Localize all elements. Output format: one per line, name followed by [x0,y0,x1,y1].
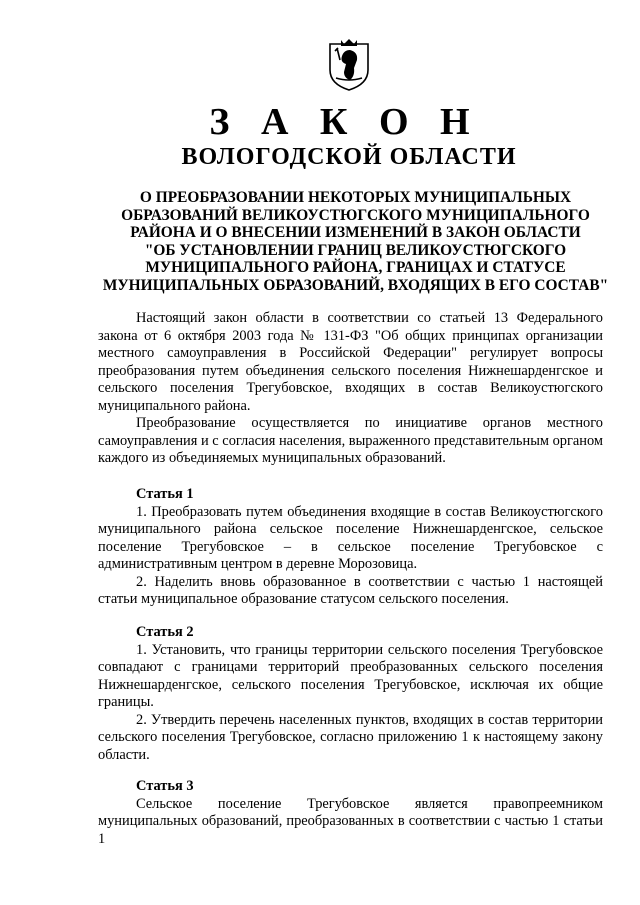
article-3 [98,778,603,848]
preamble-paragraph: Настоящий закон области в соответствии со статьей 13 Федерального закона от 6 октября 2003 года № 131-ФЗ "Об общих принципах организации местного самоуправления в Российской Федерации" регулирует вопросы преобразования путем объединения сельского поселения Нижнешарденгское и сельского поселения Трегубовское, входящих в состав Великоустюгского муниципального района. [98,310,603,414]
article-paragraph: 1. Преобразовать путем объединения входящие в состав Великоустюгского муниципального района сельское поселение Нижнешарденгское, сельское поселение Трегубовское – в сельское поселение Трегубовское с административным центром в деревне Морозовица. [98,503,603,572]
coat-of-arms-icon [328,38,370,92]
article-paragraph: 2. Наделить вновь образованное в соответствии с частью 1 настоящей статьи муниципальное образование статусом сельского поселения. [98,573,603,607]
article-paragraph: Сельское поселение Трегубовское является правопреемником муниципальных образований, преобразованных в соответствии с частью 1 статьи 1 [98,795,603,847]
article-2 [98,624,603,764]
region-title: ВОЛОГОДСКОЙ ОБЛАСТИ [181,144,517,170]
article-heading: Статья 1 [136,486,194,502]
article-paragraph: 2. Утвердить перечень населенных пунктов, входящих в состав территории сельского поселения Трегубовское, согласно приложению 1 к настоящему закону области. [98,711,603,763]
law-title: З А К О Н [209,101,481,143]
article-heading: Статья 2 [136,624,194,640]
preamble [98,310,603,468]
preamble-paragraph: Преобразование осуществляется по инициативе органов местного самоуправления и с согласия населения, выраженного представительным органом каждого из объединяемых муниципальных образований. [98,415,603,466]
article-heading: Статья 3 [136,778,194,794]
article-1 [98,486,603,609]
article-paragraph: 1. Установить, что границы территории сельского поселения Трегубовское совпадают с границами территорий преобразованных сельского поселения Нижнешарденгское, сельского поселения Трегубовское, исключая их общие границы. [98,641,603,710]
law-subject: О ПРЕОБРАЗОВАНИИ НЕКОТОРЫХ МУНИЦИПАЛЬНЫХ ОБРАЗОВАНИЙ ВЕЛИКОУСТЮГСКОГО МУНИЦИПАЛЬНОГО РАЙОНА И О ВНЕСЕНИИ ИЗМЕНЕНИЙ В ЗАКОН ОБЛАСТИ "ОБ УСТАНОВЛЕНИИ ГРАНИЦ ВЕЛИКОУСТЮГСКОГО МУНИЦИПАЛЬНОГО РАЙОНА, ГРАНИЦАХ И СТАТУСЕ МУНИЦИПАЛЬНЫХ ОБРАЗОВАНИЙ, ВХОДЯЩИХ В ЕГО СОСТАВ" [102,189,609,294]
